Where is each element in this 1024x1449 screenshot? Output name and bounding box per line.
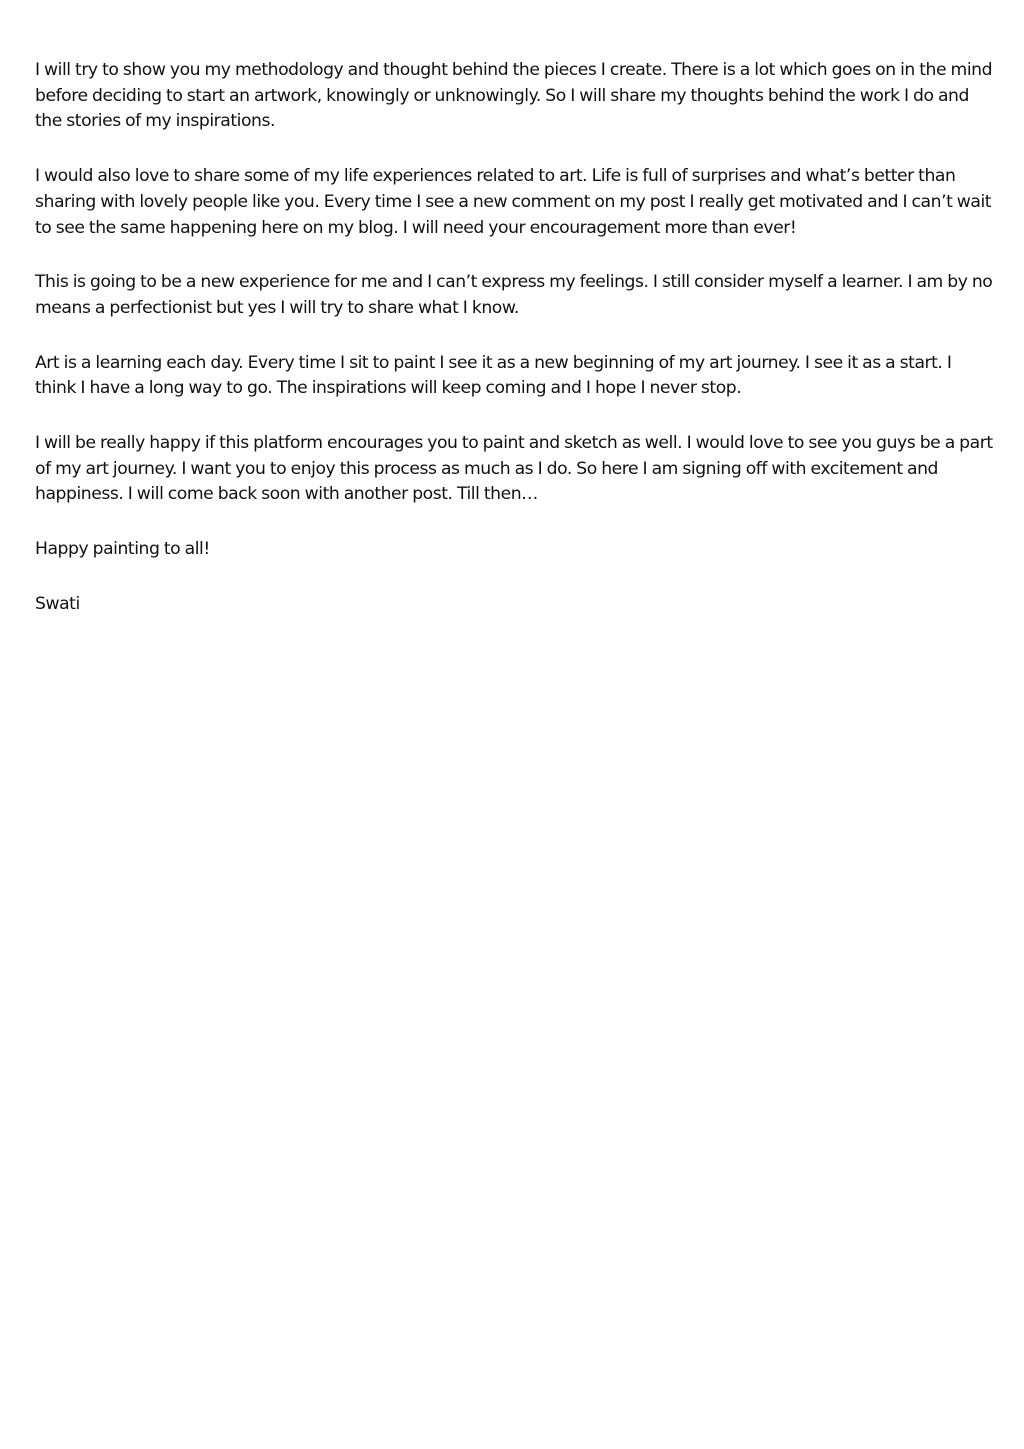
author-signature: Swati bbox=[35, 593, 80, 614]
blog-post-body bbox=[35, 58, 995, 647]
paragraph-methodology: I will try to show you my methodology and thought behind the pieces I create. There is a lot which goes on in the mind before deciding to start an artwork, knowingly or unknowingly. So I will share my thoughts behind the work I do and the stories of my inspirations. bbox=[35, 60, 993, 132]
paragraph-sign-off: I will be really happy if this platform encourages you to paint and sketch as well. I would love to see you guys be a part of my art journey. I want you to enjoy this process as much as I do. So here I am signing off with excitement and happiness. I will come back soon with another post. Till then… bbox=[35, 433, 993, 505]
paragraph-life-experiences: I would also love to share some of my life experiences related to art. Life is full of surprises and what’s better than sharing with lovely people like you. Every time I see a new comment on my post I really get motivated and I can’t wait to see the same happening here on my blog. I will need your encouragement more than ever! bbox=[35, 166, 992, 238]
paragraph-new-experience: This is going to be a new experience for me and I can’t express my feelings. I still consider myself a learner. I am by no means a perfectionist but yes I will try to share what I know. bbox=[35, 272, 993, 318]
paragraph-art-learning: Art is a learning each day. Every time I sit to paint I see it as a new beginning of my art journey. I see it as a start. I think I have a long way to go. The inspirations will keep coming and I hope I never stop. bbox=[35, 352, 952, 399]
closing-line: Happy painting to all! bbox=[35, 539, 210, 560]
